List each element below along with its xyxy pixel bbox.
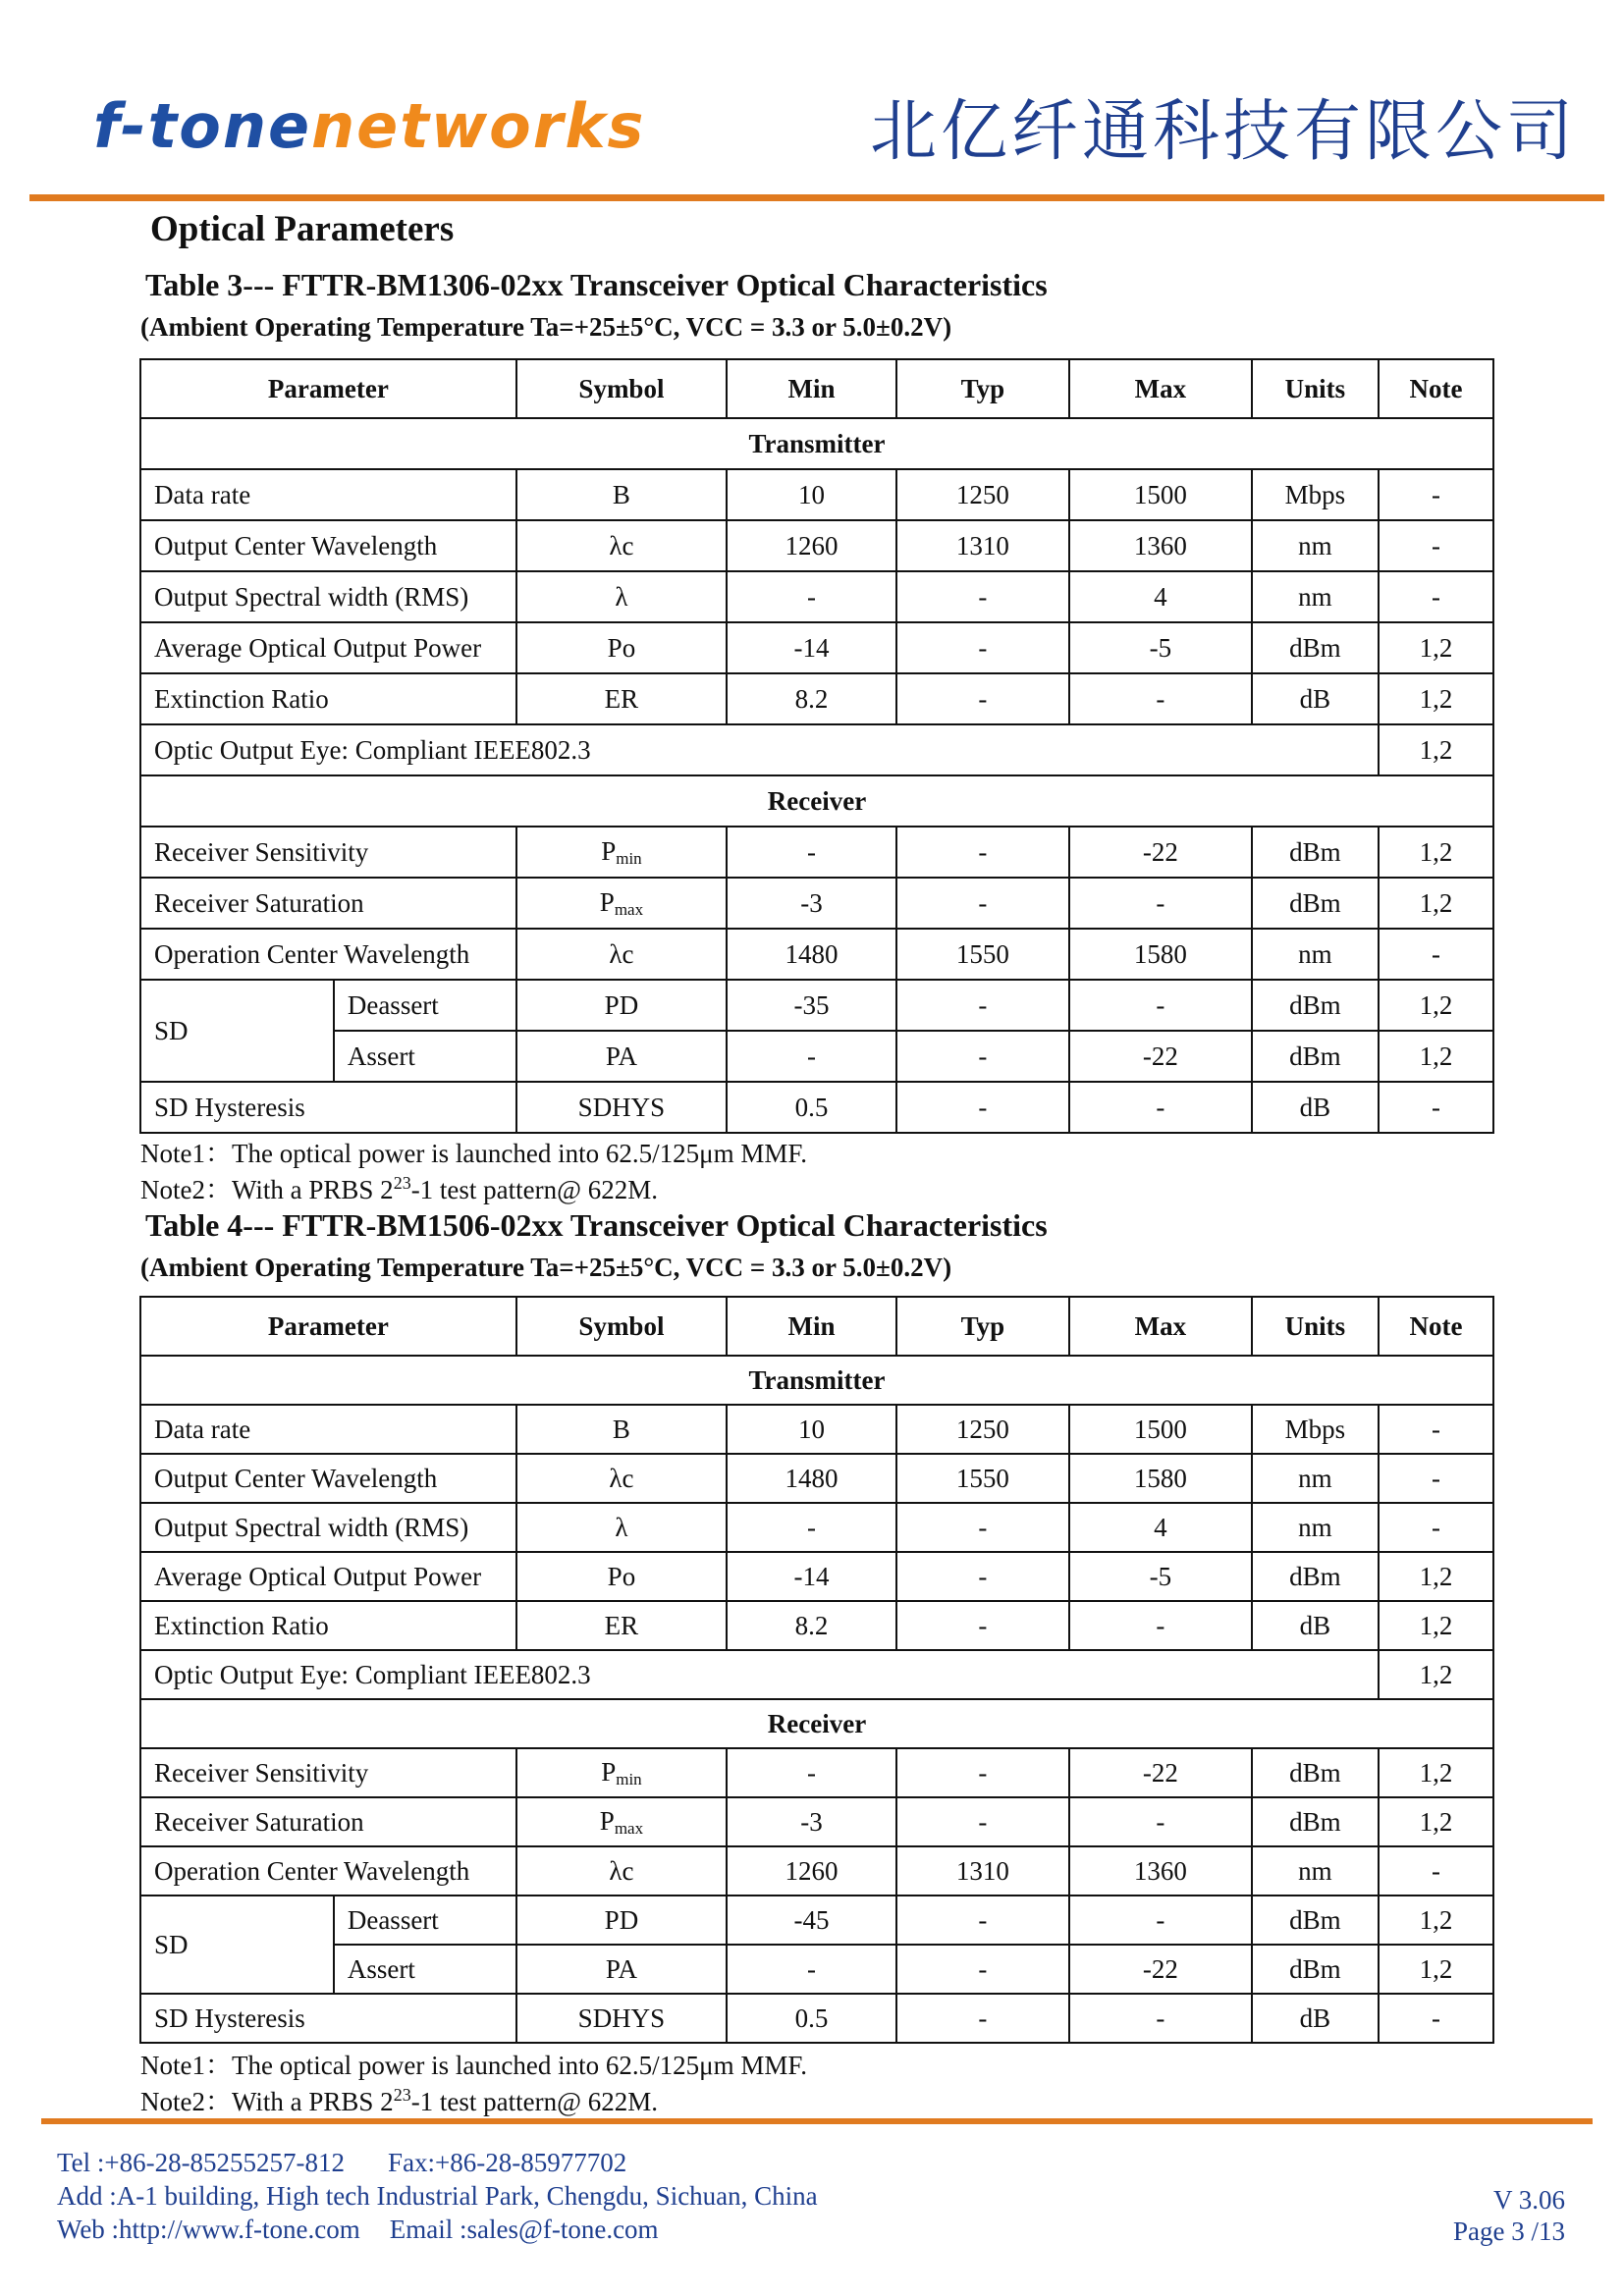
table-row [140,469,1493,520]
column-header-typ: Typ [896,359,1069,418]
value-max: - [1069,1896,1252,1945]
footer-tel: Tel :+86-28-85255257-812 [57,2148,346,2177]
column-header-max: Max [1069,1297,1252,1356]
footer-contact [57,2148,626,2178]
symbol: $P_{max}$ [516,1797,727,1846]
value-min: 1480 [727,929,896,980]
column-header-max: Max [1069,359,1252,418]
value-note: - [1379,520,1493,571]
value-typ: - [896,1797,1069,1846]
value-min: - [727,571,896,622]
value-min: 10 [727,469,896,520]
value-symbol: PA [516,1945,727,1994]
symbol: SDHYS [516,1994,727,2043]
symbol: ER [516,1601,727,1650]
value-note: - [1379,1846,1493,1896]
param-name: Output Center Wavelength [140,520,516,571]
value-note: - [1379,1994,1493,2043]
value-typ: - [896,1503,1069,1552]
value-typ: 1550 [896,929,1069,980]
param-name: Output Spectral width (RMS) [140,1503,516,1552]
table-row [140,1699,1493,1748]
table4-spec-table [139,1296,1494,2044]
table-row [140,418,1493,469]
table-row [140,359,1493,418]
footer-web-email [57,2215,659,2245]
value-symbol: PD [516,980,727,1031]
symbol: Po [516,1552,727,1601]
value-note: 1,2 [1379,1601,1493,1650]
param-name: Output Center Wavelength [140,1454,516,1503]
value-typ: - [896,827,1069,878]
table-row [140,1552,1493,1601]
value-note: 1,2 [1379,1552,1493,1601]
table-row [140,1748,1493,1797]
table-row [140,622,1493,673]
value-symbol: PA [516,1031,727,1082]
value-max: -22 [1069,1945,1252,1994]
value-note: - [1379,469,1493,520]
value-min: -45 [727,1896,896,1945]
section-transmitter: Transmitter [140,1356,1493,1405]
value-typ: - [896,980,1069,1031]
value-min: 0.5 [727,1994,896,2043]
symbol: λc [516,1846,727,1896]
value-max: -22 [1069,1748,1252,1797]
symbol: λc [516,929,727,980]
value-min: 1260 [727,1846,896,1896]
value-note: 1,2 [1379,1896,1493,1945]
table-row [140,1503,1493,1552]
param-name: Extinction Ratio [140,673,516,724]
value-typ: - [896,1552,1069,1601]
value-note: - [1379,1405,1493,1454]
column-header-min: Min [727,359,896,418]
table-row [140,1945,1493,1994]
value-note: 1,2 [1379,827,1493,878]
value-note: 1,2 [1379,1797,1493,1846]
table-row [140,1797,1493,1846]
value-max: - [1069,878,1252,929]
symbol: $P_{max}$ [516,878,727,929]
value-typ: - [896,1031,1069,1082]
table-row [140,1454,1493,1503]
value-max: - [1069,1601,1252,1650]
value-note: 1,2 [1379,724,1493,775]
param-name: Operation Center Wavelength [140,1846,516,1896]
value-min: -14 [727,622,896,673]
company-name: 北亿纤通科技有限公司 [869,93,1577,171]
section-title: Optical Parameters [150,209,455,249]
value-note: 1,2 [1379,980,1493,1031]
param-name: Average Optical Output Power [140,1552,516,1601]
value-min: 1480 [727,1454,896,1503]
column-header-symbol: Symbol [516,1297,727,1356]
table-row [140,724,1493,775]
header-divider [29,194,1604,201]
value-units: dBm [1252,622,1379,673]
value-units: dB [1252,1994,1379,2043]
value-note: 1,2 [1379,1650,1493,1699]
value-units: nm [1252,520,1379,571]
value-typ: 1550 [896,1454,1069,1503]
value-max: 4 [1069,571,1252,622]
value-units: dBm [1252,878,1379,929]
param-name: Output Spectral width (RMS) [140,571,516,622]
value-min: 10 [727,1405,896,1454]
value-max: - [1069,1082,1252,1133]
column-header-symbol: Symbol [516,359,727,418]
value-units: nm [1252,571,1379,622]
table-row [140,673,1493,724]
table3-title: Table 3--- FTTR-BM1306-02xx Transceiver Optical Characteristics [145,267,1048,302]
footer-page-number: Page 3 /13 [1453,2216,1565,2246]
value-min: 8.2 [727,1601,896,1650]
param-name: Optic Output Eye: Compliant IEEE802.3 [140,1650,1379,1699]
value-symbol: PD [516,1896,727,1945]
value-min: - [727,1945,896,1994]
value-typ: 1310 [896,1846,1069,1896]
value-max: 1500 [1069,469,1252,520]
value-typ: - [896,1896,1069,1945]
value-min: -35 [727,980,896,1031]
table4-conditions: (Ambient Operating Temperature Ta=+25±5°C, VCC = 3.3 or 5.0±0.2V) [140,1253,952,1282]
table-row [140,571,1493,622]
footer-version: V 3.06 [1492,2185,1565,2215]
value-note: 1,2 [1379,878,1493,929]
value-note: 1,2 [1379,673,1493,724]
symbol: SDHYS [516,1082,727,1133]
table-row [140,878,1493,929]
column-header-units: Units [1252,1297,1379,1356]
table-row [140,1356,1493,1405]
value-note: - [1379,1454,1493,1503]
footer-divider [41,2118,1593,2124]
value-note: 1,2 [1379,1945,1493,1994]
table-row [140,1650,1493,1699]
value-note: 1,2 [1379,622,1493,673]
table3-note2: Note2：With a PRBS $2^{23}-1$ test pattern@ 622M. [140,1173,659,1204]
value-max: 1580 [1069,929,1252,980]
table-row [140,1405,1493,1454]
value-units: nm [1252,1846,1379,1896]
value-min: - [727,1031,896,1082]
value-units: Mbps [1252,469,1379,520]
footer-address: Add :A-1 building, High tech Industrial Park, Chengdu, Sichuan, China [57,2181,818,2211]
value-note: - [1379,1082,1493,1133]
value-units: dBm [1252,1797,1379,1846]
value-typ: 1250 [896,469,1069,520]
value-typ: - [896,1945,1069,1994]
value-max: 1500 [1069,1405,1252,1454]
value-max: 1360 [1069,1846,1252,1896]
value-typ: - [896,878,1069,929]
value-units: dB [1252,673,1379,724]
sub-param-name: Deassert [334,1896,516,1945]
section-receiver: Receiver [140,1699,1493,1748]
value-note: 1,2 [1379,1031,1493,1082]
footer-fax: Fax:+86-28-85977702 [388,2148,627,2177]
param-name: Receiver Sensitivity [140,1748,516,1797]
value-max: - [1069,980,1252,1031]
value-max: 1360 [1069,520,1252,571]
column-header-note: Note [1379,1297,1493,1356]
value-note: - [1379,571,1493,622]
symbol: $P_{min}$ [516,1748,727,1797]
value-units: dB [1252,1082,1379,1133]
value-units: nm [1252,929,1379,980]
value-max: 1580 [1069,1454,1252,1503]
section-transmitter: Transmitter [140,418,1493,469]
value-typ: - [896,1748,1069,1797]
param-name: SD Hysteresis [140,1994,516,2043]
value-units: nm [1252,1503,1379,1552]
table-row [140,980,1493,1031]
column-header-typ: Typ [896,1297,1069,1356]
value-units: Mbps [1252,1405,1379,1454]
table-row [140,1896,1493,1945]
value-units: dBm [1252,1896,1379,1945]
param-name: Receiver Saturation [140,878,516,929]
column-header-min: Min [727,1297,896,1356]
value-units: dBm [1252,1552,1379,1601]
value-note: - [1379,929,1493,980]
symbol: B [516,1405,727,1454]
table-row [140,520,1493,571]
param-name: SD [140,980,334,1082]
column-header-parameter: Parameter [140,1297,516,1356]
param-name: Operation Center Wavelength [140,929,516,980]
value-max: - [1069,673,1252,724]
column-header-units: Units [1252,359,1379,418]
param-name: SD [140,1896,334,1994]
value-units: dB [1252,1601,1379,1650]
value-units: dBm [1252,980,1379,1031]
symbol: Po [516,622,727,673]
table-row [140,1994,1493,2043]
table3-spec-table [139,358,1494,1134]
column-header-note: Note [1379,359,1493,418]
sub-param-name: Assert [334,1945,516,1994]
value-units: dBm [1252,1945,1379,1994]
company-logo: f-tonenetworks [93,90,646,162]
symbol: $P_{min}$ [516,827,727,878]
value-max: -5 [1069,622,1252,673]
symbol: λ [516,1503,727,1552]
value-typ: - [896,1082,1069,1133]
table3-note1: Note1：The optical power is launched into 62.5/125μm MMF. [140,1139,807,1168]
value-min: - [727,1748,896,1797]
footer-email[interactable]: Email :sales@f-tone.com [389,2215,659,2244]
table-row [140,775,1493,827]
value-max: -22 [1069,1031,1252,1082]
value-max: 4 [1069,1503,1252,1552]
table-row [140,1031,1493,1082]
column-header-parameter: Parameter [140,359,516,418]
param-name: Extinction Ratio [140,1601,516,1650]
value-typ: - [896,1994,1069,2043]
symbol: λc [516,520,727,571]
sub-param-name: Assert [334,1031,516,1082]
value-min: 0.5 [727,1082,896,1133]
symbol: ER [516,673,727,724]
table-row [140,827,1493,878]
value-max: -22 [1069,827,1252,878]
value-note: 1,2 [1379,1748,1493,1797]
sub-param-name: Deassert [334,980,516,1031]
value-typ: 1250 [896,1405,1069,1454]
value-min: 1260 [727,520,896,571]
table3-conditions: (Ambient Operating Temperature Ta=+25±5°C, VCC = 3.3 or 5.0±0.2V) [140,312,952,342]
value-max: - [1069,1994,1252,2043]
param-name: Average Optical Output Power [140,622,516,673]
footer-web[interactable]: Web :http://www.f-tone.com [57,2215,360,2244]
table-row [140,1601,1493,1650]
param-name: SD Hysteresis [140,1082,516,1133]
value-typ: 1310 [896,520,1069,571]
table-row [140,1297,1493,1356]
value-typ: - [896,673,1069,724]
value-min: -14 [727,1552,896,1601]
value-units: nm [1252,1454,1379,1503]
param-name: Receiver Sensitivity [140,827,516,878]
value-note: - [1379,1503,1493,1552]
table4-title: Table 4--- FTTR-BM1506-02xx Transceiver Optical Characteristics [145,1207,1048,1243]
param-name: Data rate [140,469,516,520]
value-typ: - [896,1601,1069,1650]
table-row [140,1082,1493,1133]
value-max: - [1069,1797,1252,1846]
value-min: -3 [727,1797,896,1846]
value-min: 8.2 [727,673,896,724]
symbol: λ [516,571,727,622]
value-typ: - [896,571,1069,622]
value-max: -5 [1069,1552,1252,1601]
symbol: B [516,469,727,520]
table4-note2: Note2：With a PRBS $2^{23}-1$ test pattern@ 622M. [140,2085,659,2116]
param-name: Optic Output Eye: Compliant IEEE802.3 [140,724,1379,775]
section-receiver: Receiver [140,775,1493,827]
value-min: - [727,827,896,878]
table4-note1: Note1：The optical power is launched into 62.5/125μm MMF. [140,2051,807,2080]
table-row [140,1846,1493,1896]
value-units: dBm [1252,827,1379,878]
page-header [0,0,1624,201]
symbol: λc [516,1454,727,1503]
table-row [140,929,1493,980]
value-units: dBm [1252,1031,1379,1082]
value-min: - [727,1503,896,1552]
param-name: Receiver Saturation [140,1797,516,1846]
param-name: Data rate [140,1405,516,1454]
value-typ: - [896,622,1069,673]
value-units: dBm [1252,1748,1379,1797]
value-min: -3 [727,878,896,929]
